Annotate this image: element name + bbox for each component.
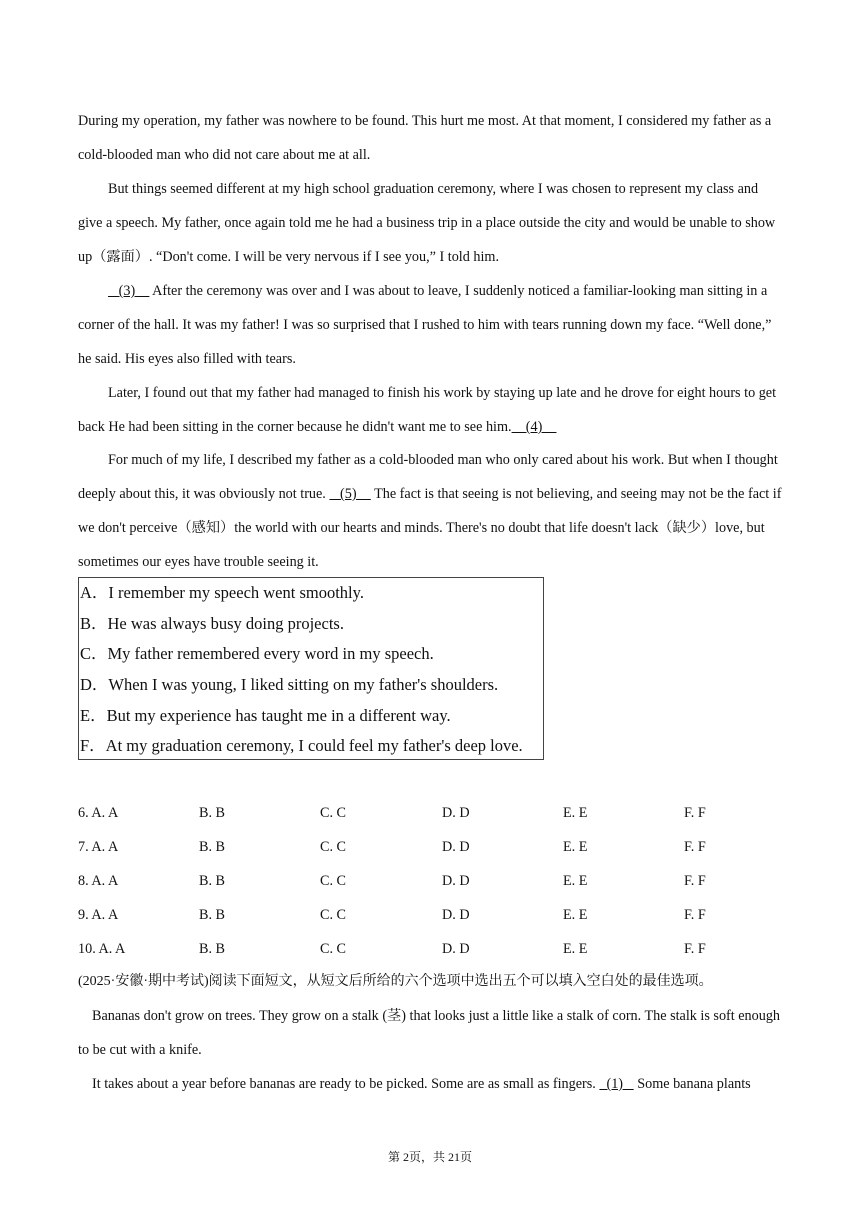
passage2-paragraph-2: It takes about a year before bananas are ready to be picked. Some are as small as fingers. (1) Some banana plants — [92, 1076, 751, 1092]
option-f: F．At my graduation ceremony, I could feel my father's deep love. — [80, 736, 523, 755]
answer-choice-c[interactable]: C. C — [320, 873, 347, 889]
answer-choice-d[interactable]: D. D — [442, 805, 470, 821]
answer-choice-b[interactable]: B. B — [199, 873, 226, 889]
answer-choice-b[interactable]: B. B — [199, 907, 226, 923]
option-b: B．He was always busy doing projects. — [80, 614, 344, 633]
answer-choice-b[interactable]: B. B — [199, 805, 226, 821]
answer-choice-c[interactable]: C. C — [320, 805, 347, 821]
options-box — [78, 577, 544, 760]
answer-choice-f[interactable]: F. F — [684, 805, 706, 821]
answer-row-7 — [78, 839, 784, 859]
answer-row-10 — [78, 941, 784, 961]
answer-choice-e[interactable]: E. E — [563, 873, 588, 889]
answer-choice-a[interactable]: 9. A. A — [78, 907, 119, 923]
answer-choice-a[interactable]: 6. A. A — [78, 805, 119, 821]
blank-5: (5) — [329, 486, 371, 502]
answer-choice-d[interactable]: D. D — [442, 907, 470, 923]
answer-choice-c[interactable]: C. C — [320, 907, 347, 923]
blank-4: (4) — [511, 419, 557, 435]
answer-choice-f[interactable]: F. F — [684, 941, 706, 957]
answer-choice-e[interactable]: E. E — [563, 839, 588, 855]
blank-1: (1) — [599, 1076, 634, 1092]
answer-choice-a[interactable]: 7. A. A — [78, 839, 119, 855]
blank-3: (3) — [108, 283, 150, 299]
passage-paragraph-3: (3) After the ceremony was over and I was about to leave, I suddenly noticed a familiar-looking man sitting in a corner of the hall. It was my father! I was so surprised that I rushed to him with tears running down my face. “Well done,” he said. His eyes also filled with tears. — [78, 283, 772, 367]
answer-choice-e[interactable]: E. E — [563, 805, 588, 821]
passage-paragraph-2: But things seemed different at my high school graduation ceremony, where I was chosen to represent my class and give a speech. My father, once again told me he had a business trip in a place outside the city and would be unable to show up（露面）. “Don't come. I will be very nervous if I see you,” I told him. — [78, 181, 776, 265]
option-c: C．My father remembered every word in my speech. — [80, 644, 434, 663]
question-instruction: (2025·安徽·期中考试)阅读下面短文，从短文后所给的六个选项中选出五个可以填入空白处的最佳选项。 — [78, 974, 713, 989]
passage2-paragraph-1: Bananas don't grow on trees. They grow on a stalk (茎) that looks just a little like a stalk of corn. The stalk is soft enough to be cut with a knife. — [78, 1008, 781, 1058]
answer-row-6 — [78, 805, 784, 825]
answer-choice-a[interactable]: 10. A. A — [78, 941, 126, 957]
answer-choice-f[interactable]: F. F — [684, 839, 706, 855]
answer-choice-d[interactable]: D. D — [442, 941, 470, 957]
option-a: A．I remember my speech went smoothly. — [80, 583, 364, 602]
answer-choice-c[interactable]: C. C — [320, 941, 347, 957]
option-d: D．When I was young, I liked sitting on my father's shoulders. — [80, 675, 499, 694]
page-footer: 第 2页，共 21页 — [387, 1150, 472, 1164]
answer-choice-c[interactable]: C. C — [320, 839, 347, 855]
answer-choice-a[interactable]: 8. A. A — [78, 873, 119, 889]
passage-paragraph-1: During my operation, my father was nowhere to be found. This hurt me most. At that moment, I considered my father as a cold-blooded man who did not care about me at all. — [78, 113, 772, 163]
answer-row-8 — [78, 873, 784, 893]
answer-choice-b[interactable]: B. B — [199, 839, 226, 855]
passage-paragraph-5: For much of my life, I described my father as a cold-blooded man who only cared about his work. But when I thought deeply about this, it was obviously not true. (5) The fact is that seeing is not believing, and seeing may not be the fact if we don't perceive（感知）the world with our hearts and minds. There's no doubt that life doesn't lack（缺少）love, but sometimes our eyes have trouble seeing it. — [78, 452, 782, 570]
option-e: E．But my experience has taught me in a different way. — [80, 706, 451, 725]
answer-row-9 — [78, 907, 784, 927]
answer-choice-f[interactable]: F. F — [684, 873, 706, 889]
answer-choice-b[interactable]: B. B — [199, 941, 226, 957]
answer-choice-e[interactable]: E. E — [563, 941, 588, 957]
answer-choice-e[interactable]: E. E — [563, 907, 588, 923]
answer-choice-d[interactable]: D. D — [442, 839, 470, 855]
answer-choice-f[interactable]: F. F — [684, 907, 706, 923]
passage-paragraph-4: Later, I found out that my father had managed to finish his work by staying up late and he drove for eight hours to get back He had been sitting in the corner because he didn't want me to see him. (4) — [78, 385, 777, 435]
answer-choice-d[interactable]: D. D — [442, 873, 470, 889]
